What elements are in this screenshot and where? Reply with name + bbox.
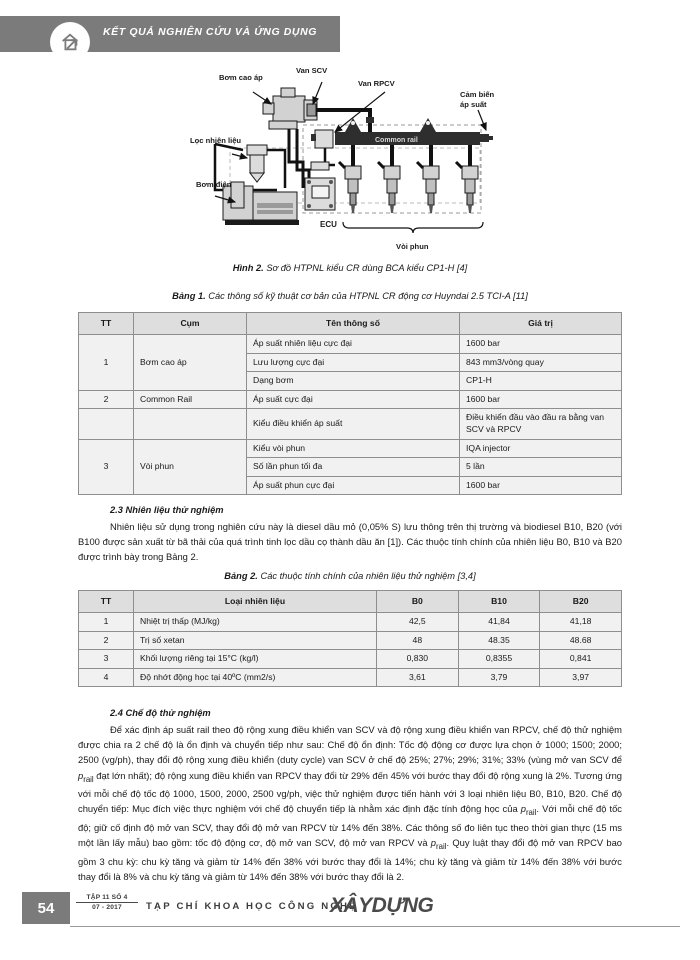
table-1-col-cum: Cụm — [134, 313, 247, 335]
section-paragraph-2-4: Để xác định áp suất rail theo độ rộng xung điều khiển van SCV và độ rộng xung điều khiển van RPCV, chế độ thử nghiệm được chia ra 2 chế độ là ổn định và chuyển tiếp như sau: Chế độ ổn định: Tốc độ động cơ được lựa chọn ở 1000; 1500; 2000; 2500 (vg/ph), thay đổi độ rộng xung điều khiển (duty cycle) van SCV ở chế độ 25%; 27%; 29%; 31%; 33% (vùng mở van SCV để $p_{rail}$ đạt lớn nhất); độ rộng xung điều khiển van RPCV thay đổi từ 29% đến 45% với bước thay đổi độ rộng xung là 2%. Tương ứng với mỗi chế độ tốc độ 1000, 1500, 2000, 2500 vg/ph, việc thử nghiệm được tiến hành với 3 loại nhiên liệu B0, B10, B20. Chế độ chuyển tiếp: Mục đích việc thực nghiệm với chế độ chuyển tiếp là nhằm xác định đặc tính động học của $p_{rail}$. Với mỗi chế độ tốc độ; giữ cố định độ mở van SCV, thay đổi độ mở van RPCV từ 14% đến 38%. Các thông số đo liên tục theo thời gian thực (15 ms một lần lấy mẫu) bao gồm: tốc độ động cơ, độ mở van SCV, độ mở van RPCV và $p_{rail}$. Quy luật thay đổi độ mở van RPCV bao gồm 3 chu kỳ: chu kỳ tăng và giảm từ 14% đến 38% với bước thay đổi là 14%; chu kỳ tăng và giảm từ 14% đến 38% với bước thay đổi là 8% và chu kỳ tăng và giảm từ 14% đến 38% với bước thay đổi là 2. — [78, 724, 622, 883]
cell-tt: 4 — [79, 668, 134, 687]
cell-b0: 48 — [377, 631, 459, 650]
table-1-caption — [0, 291, 700, 301]
cell-value: 1600 bar — [460, 476, 622, 495]
cell-value: 1600 bar — [460, 390, 622, 409]
footer-divider — [70, 926, 680, 927]
cell-tt — [79, 409, 134, 439]
table-2-col-tt: TT — [79, 591, 134, 613]
section-heading-2-4: 2.4 Chế độ thử nghiệm — [110, 708, 211, 718]
cell-name: Lưu lượng cực đại — [247, 353, 460, 372]
figure-2-caption-label: Hình 2. — [232, 263, 264, 273]
cell-tt: 2 — [79, 390, 134, 409]
label-ecu: ECU — [320, 220, 337, 229]
cell-cum: Vòi phun — [134, 439, 247, 495]
cell-value: 1600 bar — [460, 335, 622, 354]
table-row — [79, 650, 622, 669]
cell-b20: 41,18 — [540, 613, 622, 632]
section-paragraph-2-3: Nhiên liệu sử dụng trong nghiên cứu này là diesel dầu mỏ (0,05% S) lưu thông trên thị trường và biodiesel B10, B20 (với B100 được sản xuất từ bã thải của quá trình tinh lọc dầu cọ thành dầu ăn [1]). Các thuộc tính chính của nhiên liệu B0, B10 và B20 được trình bày trong Bảng 2. — [78, 521, 622, 563]
cell-tt: 1 — [79, 335, 134, 391]
table-2-col-b20: B20 — [540, 591, 622, 613]
cell-name: Dạng bơm — [247, 372, 460, 391]
cell-name: Áp suất cực đại — [247, 390, 460, 409]
svg-text:Common rail: Common rail — [375, 137, 418, 144]
section-heading-2-3: 2.3 Nhiên liệu thử nghiệm — [110, 505, 224, 515]
figure-2-diagram — [0, 66, 700, 260]
cell-name: Áp suất nhiên liệu cực đại — [247, 335, 460, 354]
table-2-caption-text: Các thuộc tính chính của nhiên liệu thử nghiệm [3,4] — [257, 571, 476, 581]
label-scv-valve: Van SCV — [296, 66, 328, 75]
cell-b10: 3,79 — [458, 668, 540, 687]
table-1-col-name: Tên thông số — [247, 313, 460, 335]
page-footer — [0, 892, 700, 932]
cell-tt: 3 — [79, 650, 134, 669]
table-row — [79, 631, 622, 650]
cell-name: Áp suất phun cực đại — [247, 476, 460, 495]
cell-value: CP1-H — [460, 372, 622, 391]
table-2-header-row — [79, 591, 622, 613]
cell-b10: 48.35 — [458, 631, 540, 650]
table-1-col-value: Giá trị — [460, 313, 622, 335]
table-row — [79, 668, 622, 687]
label-fuel-filter: Lọc nhiên liệu — [190, 136, 242, 145]
cell-property: Khối lượng riêng tại 15°C (kg/l) — [134, 650, 377, 669]
page-number: 54 — [22, 892, 70, 924]
table-row — [79, 409, 622, 439]
table-1-col-tt: TT — [79, 313, 134, 335]
table-2-col-b10: B10 — [458, 591, 540, 613]
label-pump-high: Bơm cao áp — [219, 73, 263, 82]
table-row — [79, 390, 622, 409]
volume-line-1: TẬP 11 SỐ 4 — [76, 894, 138, 903]
cell-value: IQA injector — [460, 439, 622, 458]
brand-logo-text: XÂYDỰNG — [330, 894, 434, 917]
cell-tt: 3 — [79, 439, 134, 495]
table-row — [79, 439, 622, 458]
table-2-col-property: Loại nhiên liệu — [134, 591, 377, 613]
cell-b0: 3,61 — [377, 668, 459, 687]
table-fuel-properties — [78, 590, 622, 687]
table-row — [79, 613, 622, 632]
journal-name: TẠP CHÍ KHOA HỌC CÔNG NGHỆ — [146, 901, 358, 912]
volume-info — [76, 894, 138, 911]
figure-2-caption-text: Sơ đồ HTPNL kiểu CR dùng BCA kiểu CP1-H [4] — [263, 263, 468, 273]
cell-b20: 0,841 — [540, 650, 622, 669]
page-title: KẾT QUẢ NGHIÊN CỨU VÀ ỨNG DỤNG — [103, 26, 318, 38]
cell-b20: 48.68 — [540, 631, 622, 650]
cell-b0: 42,5 — [377, 613, 459, 632]
table-1-header-row — [79, 313, 622, 335]
cell-tt: 2 — [79, 631, 134, 650]
cell-name: Kiểu vòi phun — [247, 439, 460, 458]
table-2-col-b0: B0 — [377, 591, 459, 613]
label-pressure-sensor-line2: áp suất — [460, 100, 487, 109]
house-arrow-icon — [59, 31, 81, 53]
cell-cum: Common Rail — [134, 390, 247, 409]
cell-property: Trị số xetan — [134, 631, 377, 650]
label-pressure-sensor-line1: Cảm biến — [460, 90, 495, 99]
cell-b20: 3,97 — [540, 668, 622, 687]
label-rpcv-valve: Van RPCV — [358, 79, 395, 88]
cell-value: 5 lần — [460, 458, 622, 477]
label-electric-pump: Bơm điện — [196, 180, 232, 189]
table-specifications — [78, 312, 622, 495]
cell-value: 843 mm3/vòng quay — [460, 353, 622, 372]
cell-b10: 41,84 — [458, 613, 540, 632]
table-2-caption — [0, 571, 700, 581]
cell-value: Điều khiển đầu vào đầu ra bằng van SCV và RPCV — [460, 409, 622, 439]
journal-logo — [50, 22, 90, 62]
label-injectors: Vòi phun — [396, 242, 429, 251]
table-2-caption-label: Bảng 2. — [224, 571, 258, 581]
cell-name: Kiểu điều khiển áp suất — [247, 409, 460, 439]
cell-cum — [134, 409, 247, 439]
table-1-caption-text: Các thông số kỹ thuật cơ bản của HTPNL CR động cơ Huyndai 2.5 TCI-A [11] — [205, 291, 528, 301]
cell-name: Số lần phun tối đa — [247, 458, 460, 477]
cell-b10: 0,8355 — [458, 650, 540, 669]
table-1-caption-label: Bảng 1. — [172, 291, 206, 301]
cell-tt: 1 — [79, 613, 134, 632]
cell-property: Độ nhớt động học tại 40ºC (mm2/s) — [134, 668, 377, 687]
figure-2-caption — [0, 263, 700, 273]
cell-cum: Bơm cao áp — [134, 335, 247, 391]
table-row — [79, 335, 622, 354]
cell-property: Nhiệt trị thấp (MJ/kg) — [134, 613, 377, 632]
cell-b0: 0,830 — [377, 650, 459, 669]
volume-line-2: 07 - 2017 — [92, 904, 122, 911]
